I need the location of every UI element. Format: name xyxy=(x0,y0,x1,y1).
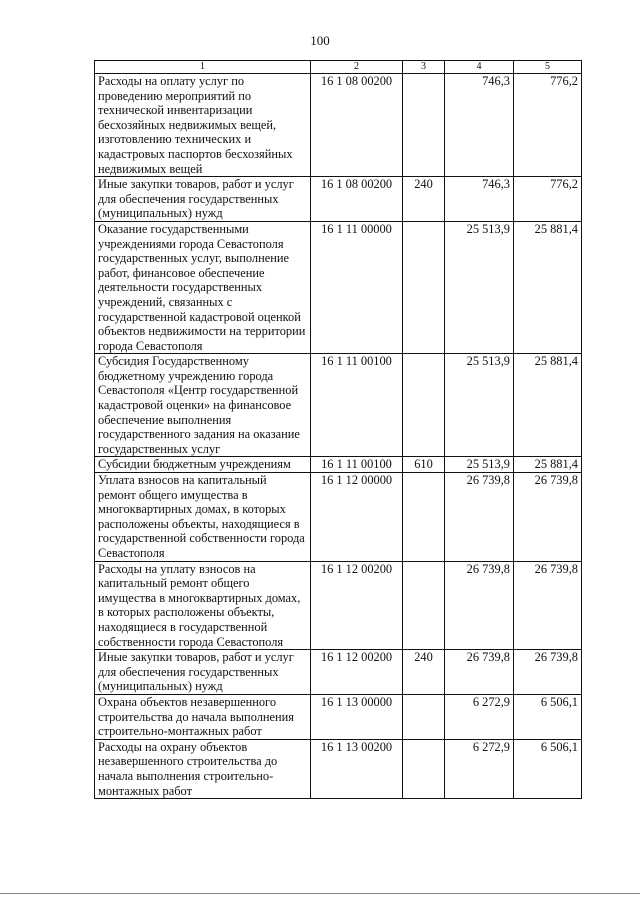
table-row xyxy=(95,177,582,222)
table-row xyxy=(95,221,582,353)
amount-column-5: 25 881,4 xyxy=(514,221,582,353)
amount-column-5: 776,2 xyxy=(514,74,582,177)
amount-column-4: 26 739,8 xyxy=(445,473,514,562)
expense-type-code: 610 xyxy=(403,457,445,473)
amount-column-4: 746,3 xyxy=(445,74,514,177)
target-article-code: 16 1 13 00000 xyxy=(311,694,403,739)
target-article-code: 16 1 11 00000 xyxy=(311,221,403,353)
table-row xyxy=(95,473,582,562)
expense-name: Расходы на оплату услуг по проведению мероприятий по технической инвентаризации бесхозяйных недвижимых вещей, изготовлению технических и кадастровых паспортов бесхозяйных недвижимых вещей xyxy=(95,74,311,177)
amount-column-5: 25 881,4 xyxy=(514,354,582,457)
table-row xyxy=(95,650,582,695)
column-header: 1 xyxy=(95,61,311,74)
target-article-code: 16 1 12 00200 xyxy=(311,561,403,650)
amount-column-5: 6 506,1 xyxy=(514,739,582,798)
expense-type-code xyxy=(403,561,445,650)
amount-column-4: 6 272,9 xyxy=(445,694,514,739)
amount-column-5: 25 881,4 xyxy=(514,457,582,473)
amount-column-4: 26 739,8 xyxy=(445,650,514,695)
column-header: 4 xyxy=(445,61,514,74)
amount-column-4: 746,3 xyxy=(445,177,514,222)
amount-column-4: 26 739,8 xyxy=(445,561,514,650)
amount-column-5: 26 739,8 xyxy=(514,650,582,695)
scan-edge-line xyxy=(0,893,640,894)
amount-column-4: 25 513,9 xyxy=(445,457,514,473)
amount-column-5: 6 506,1 xyxy=(514,694,582,739)
expense-name: Расходы на уплату взносов на капитальный ремонт общего имущества в многоквартирных домах, в которых расположены объекты, находящиеся в государственной собственности города Севастополя xyxy=(95,561,311,650)
expense-type-code: 240 xyxy=(403,650,445,695)
target-article-code: 16 1 08 00200 xyxy=(311,74,403,177)
target-article-code: 16 1 11 00100 xyxy=(311,354,403,457)
expense-name: Субсидии бюджетным учреждениям xyxy=(95,457,311,473)
header-row xyxy=(95,61,582,74)
budget-table xyxy=(94,60,582,799)
amount-column-4: 25 513,9 xyxy=(445,354,514,457)
amount-column-5: 26 739,8 xyxy=(514,561,582,650)
column-header: 2 xyxy=(311,61,403,74)
expense-name: Иные закупки товаров, работ и услуг для обеспечения государственных (муниципальных) нужд xyxy=(95,177,311,222)
expense-type-code xyxy=(403,473,445,562)
table-row xyxy=(95,354,582,457)
amount-column-4: 6 272,9 xyxy=(445,739,514,798)
page-number: 100 xyxy=(310,33,330,48)
target-article-code: 16 1 13 00200 xyxy=(311,739,403,798)
expense-name: Уплата взносов на капитальный ремонт общего имущества в многоквартирных домах, в которых расположены объекты, находящиеся в государственной собственности города Севастополя xyxy=(95,473,311,562)
table-row xyxy=(95,74,582,177)
amount-column-5: 776,2 xyxy=(514,177,582,222)
table-row xyxy=(95,457,582,473)
target-article-code: 16 1 12 00200 xyxy=(311,650,403,695)
expense-name: Субсидия Государственному бюджетному учреждению города Севастополя «Центр государственной кадастровой оценки» на финансовое обеспечение выполнения государственного задания на оказание государственных услуг xyxy=(95,354,311,457)
column-header: 3 xyxy=(403,61,445,74)
amount-column-4: 25 513,9 xyxy=(445,221,514,353)
target-article-code: 16 1 11 00100 xyxy=(311,457,403,473)
expense-type-code xyxy=(403,739,445,798)
expense-name: Оказание государственными учреждениями города Севастополя государственных услуг, выполнение работ, финансовое обеспечение деятельности государственных учреждений, связанных с государственной кадастровой оценкой объектов недвижимости на территории города Севастополя xyxy=(95,221,311,353)
expense-type-code xyxy=(403,694,445,739)
expense-name: Расходы на охрану объектов незавершенного строительства до начала выполнения строительно-монтажных работ xyxy=(95,739,311,798)
amount-column-5: 26 739,8 xyxy=(514,473,582,562)
expense-type-code: 240 xyxy=(403,177,445,222)
table-row xyxy=(95,694,582,739)
target-article-code: 16 1 12 00000 xyxy=(311,473,403,562)
expense-type-code xyxy=(403,354,445,457)
expense-name: Иные закупки товаров, работ и услуг для обеспечения государственных (муниципальных) нужд xyxy=(95,650,311,695)
expense-type-code xyxy=(403,74,445,177)
table-row xyxy=(95,739,582,798)
expense-type-code xyxy=(403,221,445,353)
column-header: 5 xyxy=(514,61,582,74)
expense-name: Охрана объектов незавершенного строительства до начала выполнения строительно-монтажных работ xyxy=(95,694,311,739)
table-row xyxy=(95,561,582,650)
target-article-code: 16 1 08 00200 xyxy=(311,177,403,222)
